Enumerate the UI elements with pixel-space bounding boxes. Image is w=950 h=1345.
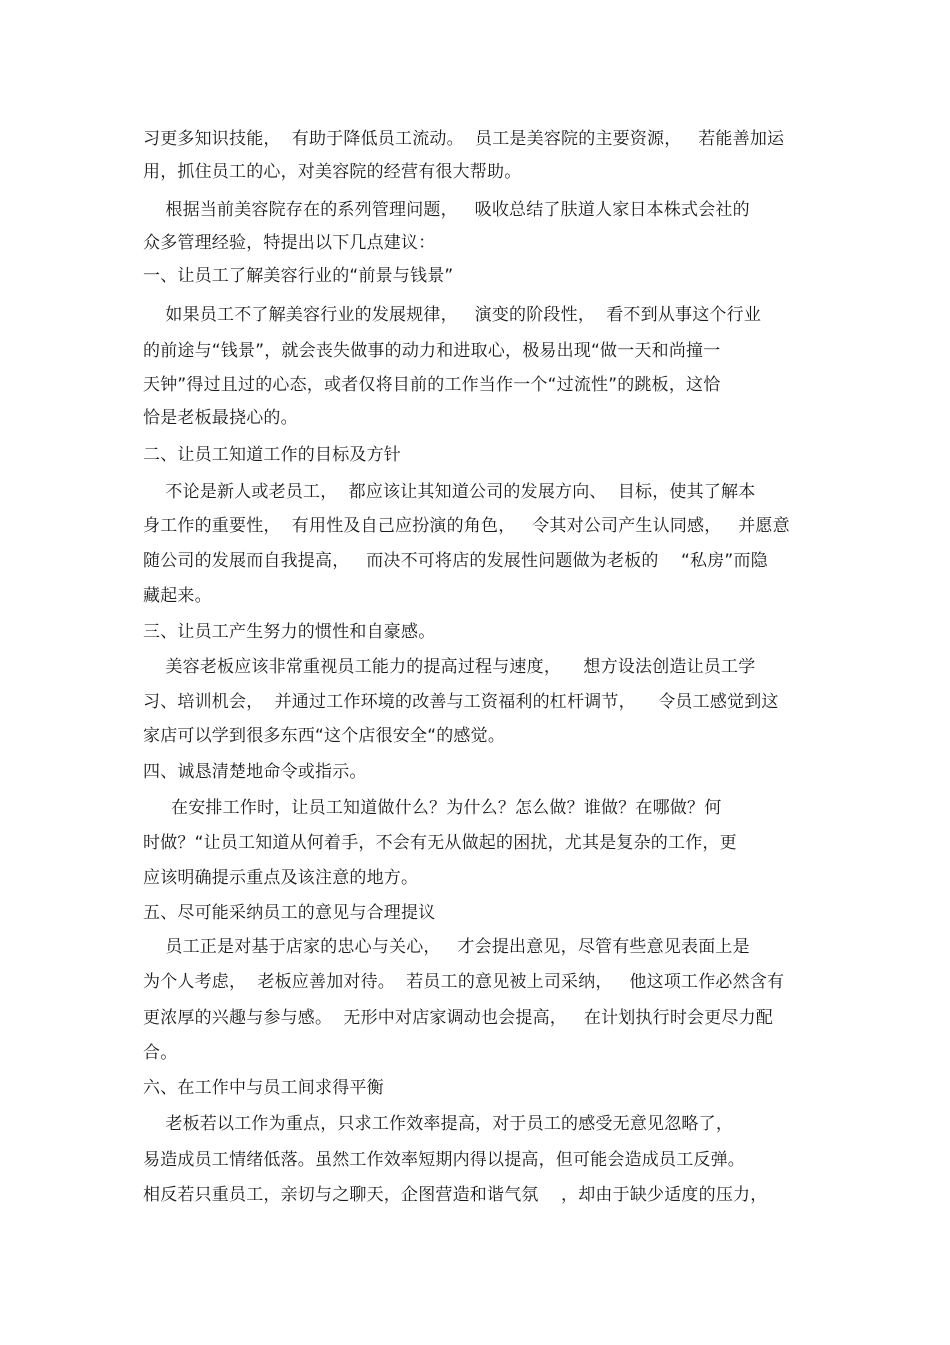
paragraph-line: 更浓厚的兴趣与参与感。 无形中对店家调动也会提高， 在计划执行时会更尽力配 [143, 1008, 774, 1028]
paragraph-line: 藏起来。 [143, 586, 212, 606]
section-heading-4: 四、诚恳清楚地命令或指示。 [143, 762, 367, 782]
paragraph-line: 用，抓住员工的心，对美容院的经营有很大帮助。 [143, 162, 522, 182]
paragraph-line: 随公司的发展而自我提高， 而决不可将店的发展性问题做为老板的 “私房”而隐 [143, 551, 768, 571]
paragraph-line: 不论是新人或老员工， 都应该让其知道公司的发展方向、 目标，使其了解本 [143, 482, 756, 502]
paragraph-line: 的前途与“钱景”，就会丧失做事的动力和进取心，极易出现“做一天和尚撞一 [143, 341, 721, 361]
section-heading-6: 六、在工作中与员工间求得平衡 [143, 1078, 384, 1098]
paragraph-line: 相反若只重员工，亲切与之聊天，企图营造和谐气氛 ，却由于缺少适度的压力， [143, 1185, 768, 1205]
paragraph-line: 合。 [143, 1043, 178, 1063]
paragraph-line: 时做？“让员工知道从何着手，不会有无从做起的困扰，尤其是复杂的工作，更 [143, 833, 737, 853]
section-heading-5: 五、尽可能采纳员工的意见与合理提议 [143, 903, 436, 923]
paragraph-line: 美容老板应该非常重视员工能力的提高过程与速度， 想方设法创造让员工学 [143, 657, 756, 677]
section-heading-3: 三、让员工产生努力的惯性和自豪感。 [143, 622, 436, 642]
paragraph-line: 身工作的重要性， 有用性及自己应扮演的角色， 令其对公司产生认同感， 并愿意 [143, 516, 790, 536]
paragraph-line: 易造成员工情绪低落。虽然工作效率短期内得以提高，但可能会造成员工反弹。 [143, 1150, 745, 1170]
paragraph-line: 员工正是对基于店家的忠心与关心， 才会提出意见，尽管有些意见表面上是 [143, 937, 750, 957]
section-heading-1: 一、让员工了解美容行业的“前景与钱景” [143, 266, 454, 286]
paragraph-line: 应该明确提示重点及该注意的地方。 [143, 868, 419, 888]
paragraph-line: 天钟”得过且过的心态，或者仅将目前的工作当作一个“过流性”的跳板，这恰 [143, 375, 721, 395]
paragraph-line: 根据当前美容院存在的系列管理问题， 吸收总结了肤道人家日本株式会社的 [143, 200, 750, 220]
paragraph-line: 习更多知识技能， 有助于降低员工流动。 员工是美容院的主要资源， 若能善加运 [143, 129, 785, 149]
paragraph-line: 为个人考虑， 老板应善加对待。 若员工的意见被上司采纳， 他这项工作必然含有 [143, 972, 785, 992]
paragraph-line: 恰是老板最挠心的。 [143, 408, 298, 428]
paragraph-line: 家店可以学到很多东西“这个店很安全“的感觉。 [143, 726, 506, 746]
paragraph-line: 老板若以工作为重点，只求工作效率提高，对于员工的感受无意见忽略了， [143, 1114, 734, 1134]
paragraph-line: 众多管理经验，特提出以下几点建议： [143, 233, 436, 253]
section-heading-2: 二、让员工知道工作的目标及方针 [143, 445, 401, 465]
paragraph-line: 在安排工作时，让员工知道做什么？为什么？怎么做？谁做？在哪做？何 [143, 798, 722, 818]
paragraph-line: 如果员工不了解美容行业的发展规律， 演变的阶段性， 看不到从事这个行业 [143, 305, 762, 325]
paragraph-line: 习、培训机会， 并通过工作环境的改善与工资福利的杠杆调节， 令员工感觉到这 [143, 692, 779, 712]
